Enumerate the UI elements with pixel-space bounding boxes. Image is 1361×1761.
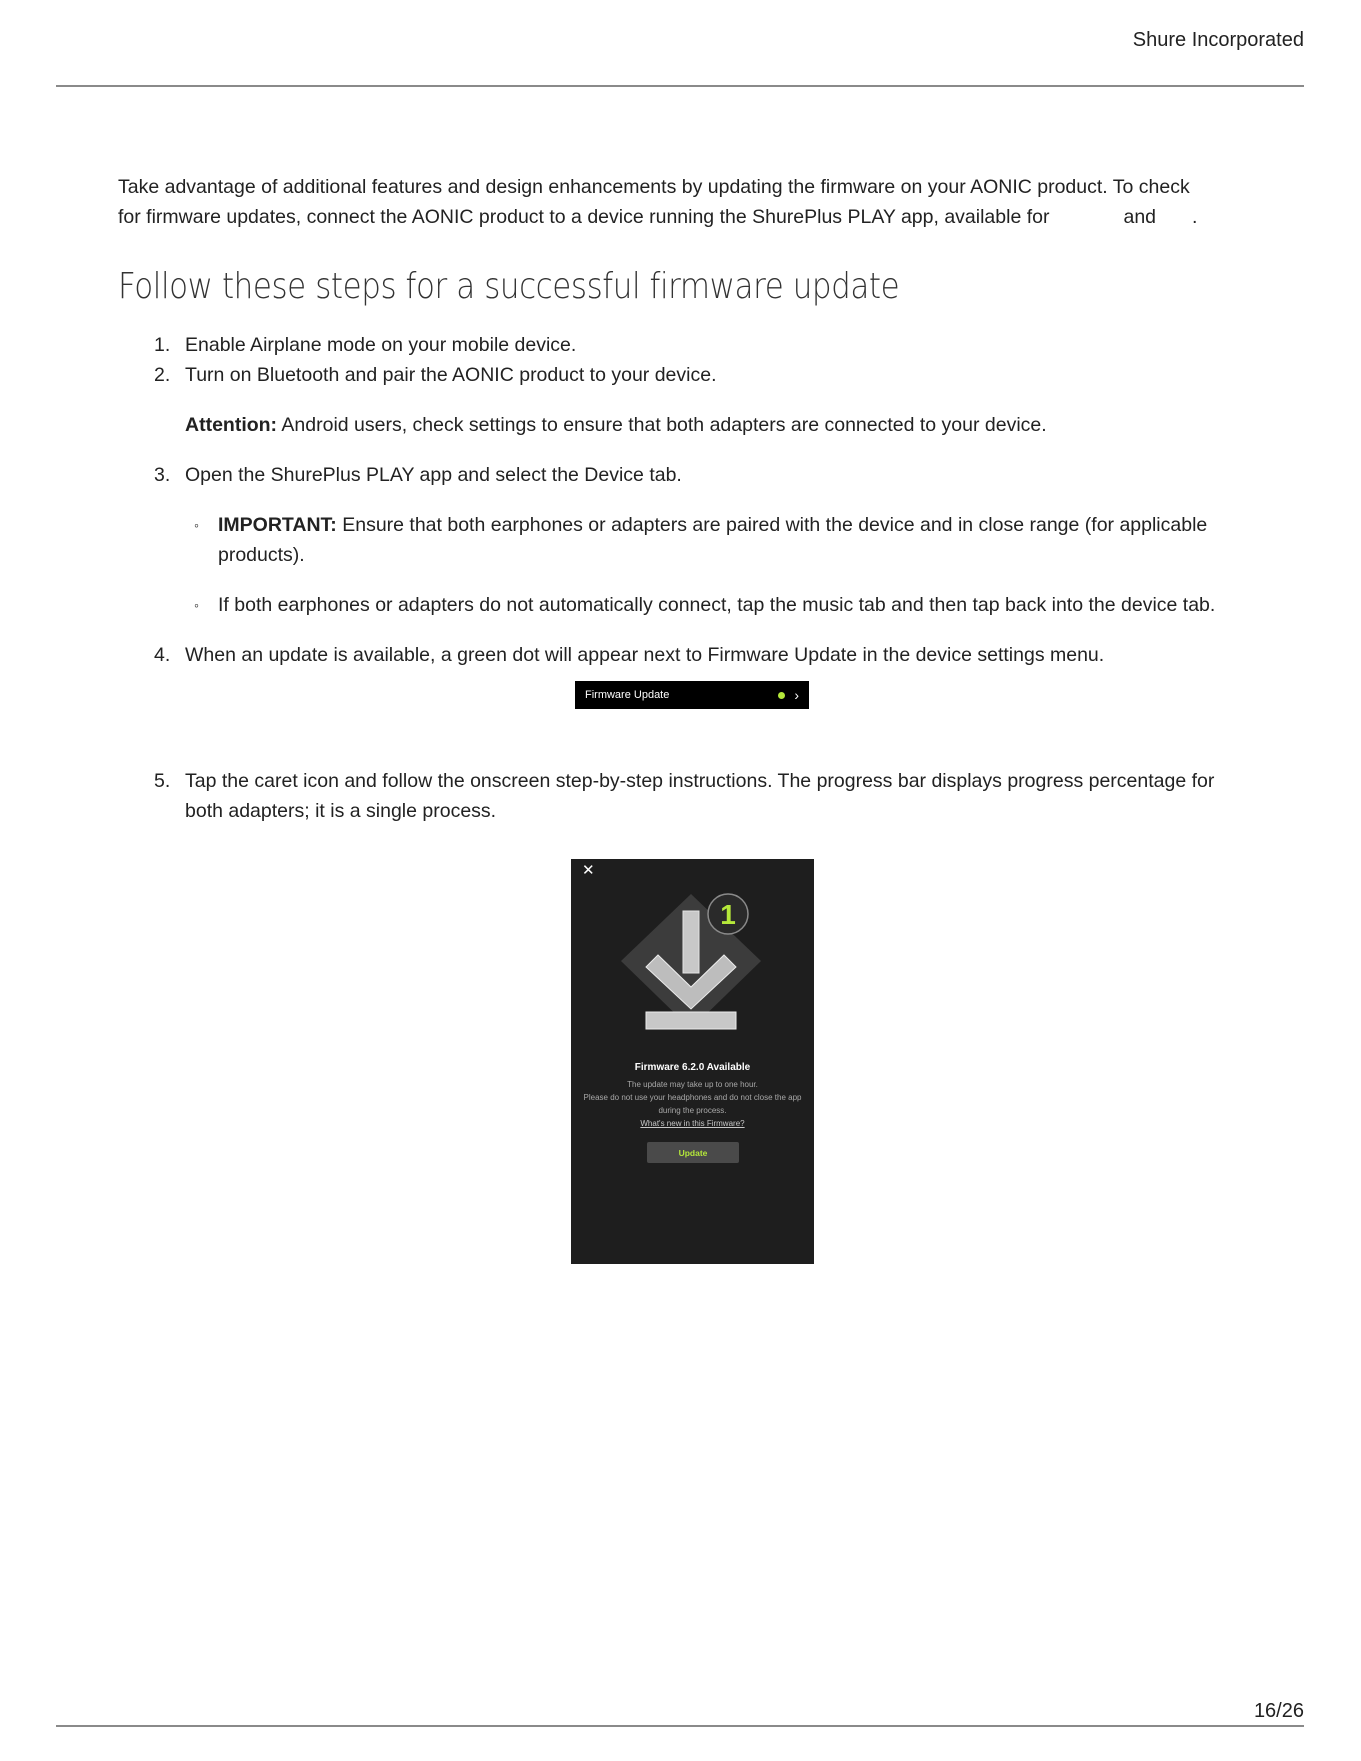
step-text: When an update is available, a green dot will appear next to Firmware Update in the device settings menu.: [185, 643, 1105, 666]
firmware-note: Please do not use your headphones and do not close the app: [583, 1093, 802, 1102]
steps-list: [118, 330, 1248, 826]
step-text: Enable Airplane mode on your mobile device.: [185, 334, 577, 356]
attention-note: [118, 410, 1248, 440]
firmware-update-row[interactable]: [575, 681, 809, 709]
firmware-screen: [571, 859, 814, 1264]
attention-text: Android users, check settings to ensure that both adapters are connected to your device.: [277, 414, 1047, 436]
caret-icon[interactable]: ›: [794, 687, 799, 703]
bullet-icon: ◦: [194, 517, 199, 533]
sub-item-reconnect: [118, 590, 1248, 620]
step-text: Tap the caret icon and follow the onscreen step-by-step instructions. The progress bar displays progress percentage for both adapters; it is a single process.: [185, 769, 1215, 822]
firmware-note: during the process.: [658, 1106, 727, 1115]
intro-and: and: [1123, 206, 1157, 228]
step-1: [118, 330, 1248, 360]
step-number: 5.: [154, 769, 171, 792]
green-dot-icon: [778, 692, 785, 699]
attention-label: Attention:: [185, 414, 278, 436]
download-icon: [616, 889, 766, 1039]
intro-period: .: [1192, 206, 1198, 228]
step-2: [118, 360, 1248, 390]
step-5: [118, 766, 1248, 826]
step-4: [118, 640, 1248, 670]
header-divider: [56, 85, 1304, 87]
step-text: Open the ShurePlus PLAY app and select the Device tab.: [185, 464, 682, 486]
firmware-note: The update may take up to one hour.: [627, 1080, 758, 1089]
step-text: Turn on Bluetooth and pair the AONIC product to your device.: [185, 364, 717, 386]
intro-line-2: for firmware updates, connect the AONIC product to a device running the ShurePlus PLAY app, available for: [118, 206, 1050, 228]
step-number: 2.: [154, 364, 171, 386]
important-label: IMPORTANT:: [218, 514, 337, 536]
intro-line-1: Take advantage of additional features and design enhancements by updating the firmware on your AONIC product. To check: [118, 176, 1190, 198]
page-number: 16/26: [1253, 1700, 1304, 1722]
step-number: 3.: [154, 464, 171, 486]
step-number: 1.: [154, 334, 171, 356]
update-button[interactable]: Update: [647, 1142, 739, 1163]
footer-divider: [56, 1725, 1304, 1727]
bullet-icon: ◦: [194, 597, 199, 613]
badge-count: 1: [720, 899, 736, 930]
sub-item-important: [118, 510, 1248, 570]
whats-new-link[interactable]: What's new in this Firmware?: [640, 1119, 745, 1128]
firmware-update-label: Firmware Update: [585, 689, 670, 701]
intro-paragraph: [118, 172, 1248, 232]
document-body: [118, 172, 1248, 822]
close-icon[interactable]: ✕: [582, 862, 595, 879]
step-3: [118, 460, 1248, 490]
sub-item-text: Ensure that both earphones or adapters are paired with the device and in close range (for applicable products).: [218, 514, 1208, 566]
header-company: Shure Incorporated: [1132, 29, 1304, 51]
sub-item-text: If both earphones or adapters do not automatically connect, tap the music tab and then tap back into the device tab.: [218, 594, 1216, 616]
step-number: 4.: [154, 643, 171, 666]
firmware-title: Firmware 6.2.0 Available: [634, 1062, 751, 1073]
section-title: Follow these steps for a successful firmware update: [118, 266, 900, 307]
